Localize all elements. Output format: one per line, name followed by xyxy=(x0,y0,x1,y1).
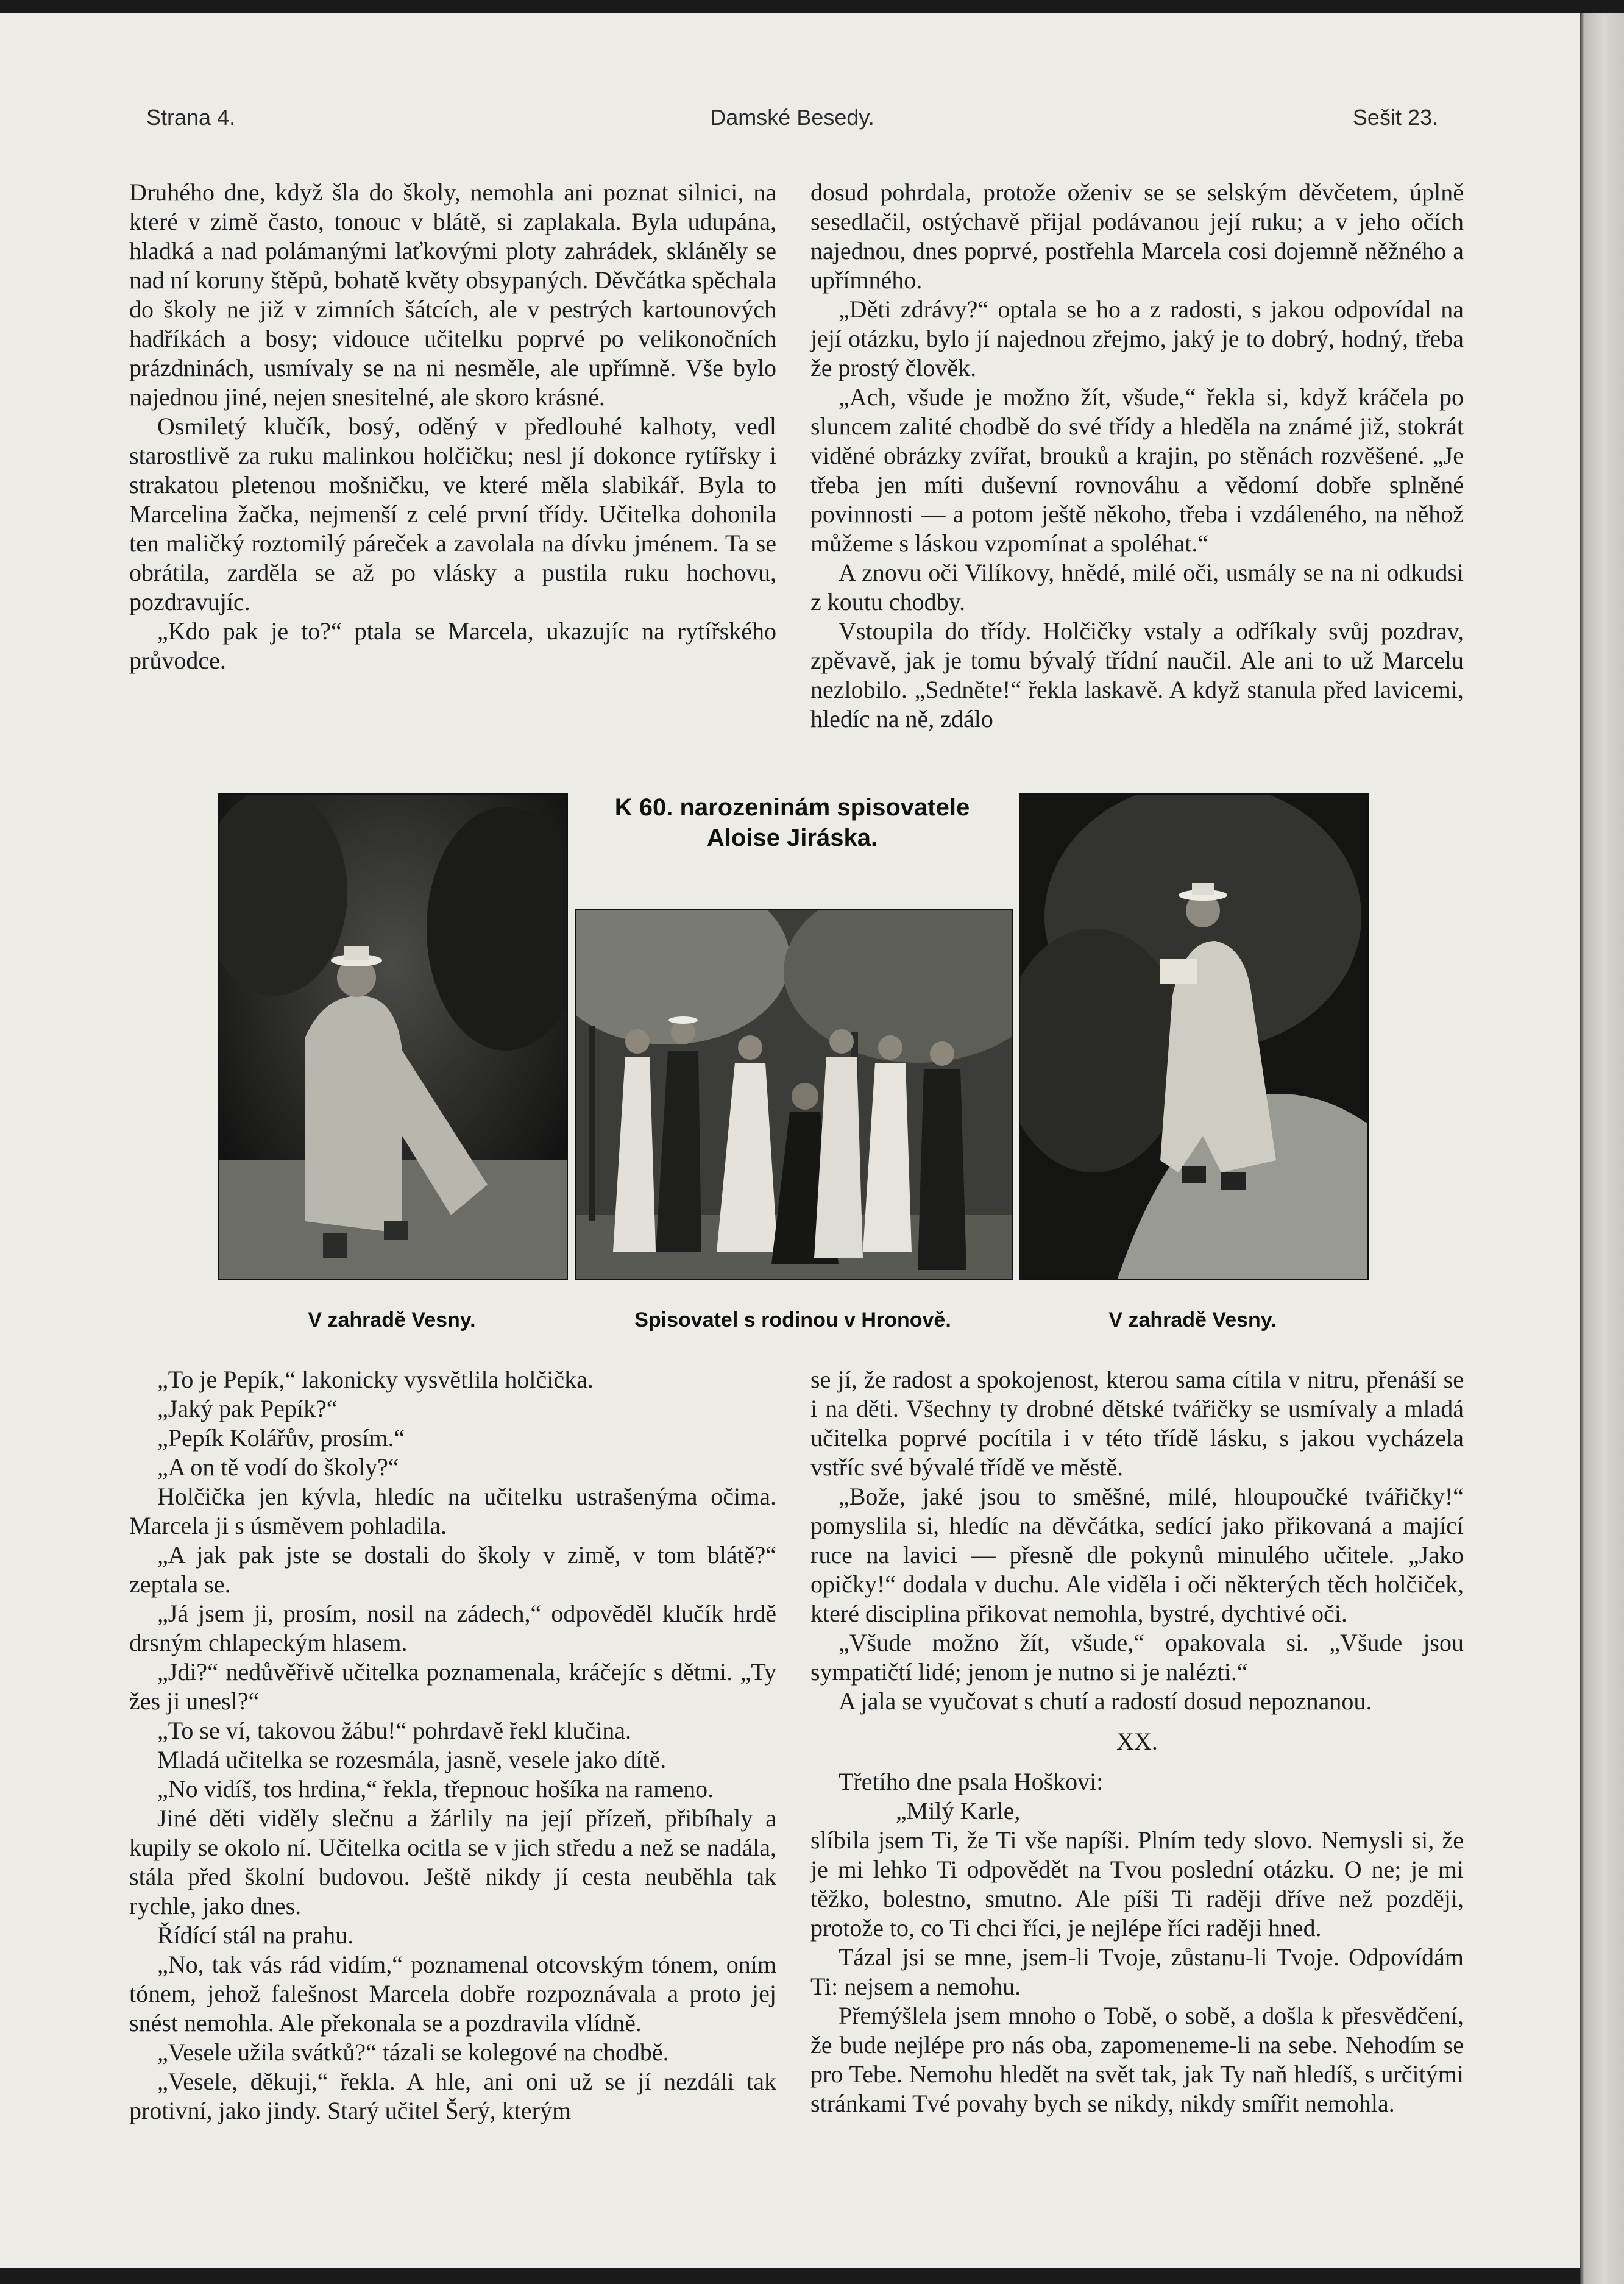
photo-family-group xyxy=(575,909,1013,1280)
paragraph: Jiné děti viděly slečnu a žárlily na její přízeň, přibíhaly a kupily se okolo ní. Učitelka ocitla se v jich středu a než se nadála, stála před školní budovou. Ještě nikdy jí cesta neuběhla tak rychle, jako dnes. xyxy=(129,1804,776,1920)
paragraph: A jala se vyučovat s chutí a radostí dosud nepoznanou. xyxy=(839,1687,1372,1715)
figure-title-line: Aloise Jiráska. xyxy=(706,825,878,851)
paragraph: Holčička jen kývla, hledíc na učitelku ustrašenýma očima. Marcela ji s úsměvem pohladila. xyxy=(129,1483,776,1539)
column-bottom-right xyxy=(810,1365,1464,2118)
paragraph: dosud pohrdala, protože oženiv se se selským děvčetem, úplně sesedlačil, ostýchavě přijal podávanou její ruku; a v jeho očích najednou, dnes poprvé, postřehla Marcela cosi dojemně něžného a upřímného. xyxy=(810,179,1464,294)
paragraph: Osmiletý klučík, bosý, oděný v předlouhé kalhoty, vedl starostlivě za ruku malinkou holčičku; nesl jí dokonce rytířsky i strakatou pletenou mošničku, ve které měla slabikář. Byla to Marcelina žačka, nejmenší z celé první třídy. Učitelka dohonila ten maličký roztomilý páreček a zavolala na dívku jménem. Ta se obrátila, zarděla se až po vlásky a pustila ruku hochovu, pozdravujíc. xyxy=(129,413,776,615)
paragraph: „A jak pak jste se dostali do školy v zimě, v tom blátě?“ zeptala se. xyxy=(129,1541,776,1598)
paragraph: „Všude možno žít, všude,“ opakovala si. „Všude jsou sympatičtí lidé; jenom je nutno si je nalézti.“ xyxy=(810,1629,1464,1686)
letter-salutation: „Milý Karle, xyxy=(896,1797,1021,1825)
paragraph: „Bože, jaké jsou to směšné, milé, hloupoučké tvářičky!“ pomyslila si, hledíc na děvčátka, sedící jako přikovaná a mající ruce na lavici — přesně dle pokynů minulého učitele. „Jako opičky!“ dodala v duchu. Ale viděla i oči některých těch holčiček, které disciplina přikovat nemohla, bystré, dychtivé oči. xyxy=(810,1483,1464,1627)
paragraph: „Pepík Kolářův, prosím.“ xyxy=(157,1424,405,1452)
paragraph: „Ach, všude je možno žít, všude,“ řekla si, když kráčela po sluncem zalité chodbě do své třídy a hleděla na známé již, stokrát viděné obrázky zvířat, brouků a krajin, po stěnách rozvěšené. „Je třeba jen míti duševní rovnováhu a vědomí dobře splněné povinnosti — a potom ještě někoho, třeba i vzdáleného, na něhož můžeme s láskou vzpomínat a spoléhat.“ xyxy=(810,383,1464,557)
paragraph: „Jaký pak Pepík?“ xyxy=(157,1395,338,1422)
paragraph: se jí, že radost a spokojenost, kterou sama cítila v nitru, přenáší se i na děti. Všechny ty drobné dětské tvářičky se usmívaly a mladá učitelka poprvé pocítila i v této třídě lásku, s jakou vycházela vstříc své bývalé třídě ve městě. xyxy=(810,1366,1464,1481)
page-spine xyxy=(1580,13,1624,2284)
paragraph: „Já jsem ji, prosím, nosil na zádech,“ odpověděl klučík hrdě drsným chlapeckým hlasem. xyxy=(129,1600,776,1656)
paragraph: Vstoupila do třídy. Holčičky vstaly a odříkaly svůj pozdrav, zpěvavě, jak je tomu bývalý třídní naučil. Ale ani to už Marcelu nezlobilo. „Sedněte!“ řekla laskavě. A když stanula před lavicemi, hledíc na ně, zdálo xyxy=(810,617,1464,732)
paragraph: „Kdo pak je to?“ ptala se Marcela, ukazujíc na rytířského průvodce. xyxy=(129,617,776,674)
photo-caption: V zahradě Vesny. xyxy=(1108,1308,1277,1332)
paragraph: Řídící stál na prahu. xyxy=(157,1921,354,1949)
paragraph: „To se ví, takovou žábu!“ pohrdavě řekl klučina. xyxy=(157,1717,632,1744)
magazine-title: Damské Besedy. xyxy=(710,105,874,130)
column-top-left xyxy=(129,178,776,675)
photo-caption: Spisovatel s rodinou v Hronově. xyxy=(634,1308,951,1332)
photo-garden-seated xyxy=(218,793,568,1280)
column-top-right xyxy=(810,178,1464,734)
column-bottom-left xyxy=(129,1365,776,2126)
running-header xyxy=(146,105,1438,141)
photo-caption: V zahradě Vesny. xyxy=(308,1308,476,1332)
paragraph: slíbila jsem Ti, že Ti vše napíši. Plním tedy slovo. Nemysli si, že je mi lehko Ti odpovědět na Tvou poslední otázku. O ne; je mi těžko, bolestno, smutno. Ale píši Ti raději dříve než později, protože to, co Ti chci říci, je nejlépe říci raději hned. xyxy=(810,1826,1464,1942)
paragraph: Tázal jsi se mne, jsem-li Tvoje, zůstanu-li Tvoje. Odpovídám Ti: nejsem a nemohu. xyxy=(810,1943,1464,2000)
paragraph: „Vesele, děkuji,“ řekla. A hle, ani oni už se jí nezdáli tak protivní, jako jindy. Starý učitel Šerý, kterým xyxy=(129,2068,776,2124)
paragraph: „Vesele užila svátků?“ tázali se kolegové na chodbě. xyxy=(157,2038,669,2066)
photo-garden-reading xyxy=(1019,793,1369,1280)
chapter-heading: XX. xyxy=(1116,1728,1158,1755)
paragraph: „Jdi?“ nedůvěřivě učitelka poznamenala, kráčejíc s dětmi. „Ty žes ji unesl?“ xyxy=(129,1658,776,1715)
paragraph: Třetího dne psala Hoškovi: xyxy=(839,1768,1104,1795)
paragraph: „No vidíš, tos hrdina,“ řekla, třepnouc hošíka na rameno. xyxy=(157,1775,714,1803)
magazine-page xyxy=(0,13,1580,2268)
paragraph: Přemýšlela jsem mnoho o Tobě, o sobě, a došla k přesvědčení, že bude nejlépe pro nás oba, zapomeneme-li na sebe. Nehodím se pro Tebe. Nemohu hledět na svět tak, jak Ty naň hledíš, s určitými stránkami Tvé povahy bych se nikdy, nikdy smířit nemohla. xyxy=(810,2002,1464,2117)
paragraph: A znovu oči Vilíkovy, hnědé, milé oči, usmály se na ni odkudsi z koutu chodby. xyxy=(810,559,1464,615)
paragraph: „To je Pepík,“ lakonicky vysvětlila holčička. xyxy=(157,1366,594,1393)
paragraph: Mladá učitelka se rozesmála, jasně, vesele jako dítě. xyxy=(157,1746,667,1773)
paragraph: „A on tě vodí do školy?“ xyxy=(157,1453,399,1481)
figure-title xyxy=(567,792,1018,853)
paragraph: Druhého dne, když šla do školy, nemohla ani poznat silnici, na které v zimě často, tonouc v blátě, si zaplakala. Byla udupána, hladká a nad polámanými laťkovými ploty zahrádek, skláněly se nad ní koruny štěpů, bohatě květy obsypaných. Děvčátka spěchala do školy ne již v zimních šátcích, ale v pestrých kartounových hadříkách a bosy; vidouce učitelku poprvé po velikonočních prázdninách, usmívaly se na ni nesměle, ale upřímně. Vše bylo najednou jiné, nejen snesitelné, ale skoro krásné. xyxy=(129,179,776,411)
paragraph: „No, tak vás rád vidím,“ poznamenal otcovským tónem, oním tónem, jehož falešnost Marcela dobře rozpoznávala a proto jej snést nemohla. Ale překonala se a pozdravila vlídně. xyxy=(129,1951,776,2037)
page-number: Strana 4. xyxy=(146,105,236,130)
paragraph: „Děti zdrávy?“ optala se ho a z radosti, s jakou odpovídal na její otázku, bylo jí najednou zřejmo, jaký je to dobrý, hodný, třeba že prostý člověk. xyxy=(810,296,1464,381)
figure-title-line: K 60. narozeninám spisovatele xyxy=(614,794,970,821)
issue-number: Sešit 23. xyxy=(1352,105,1438,130)
